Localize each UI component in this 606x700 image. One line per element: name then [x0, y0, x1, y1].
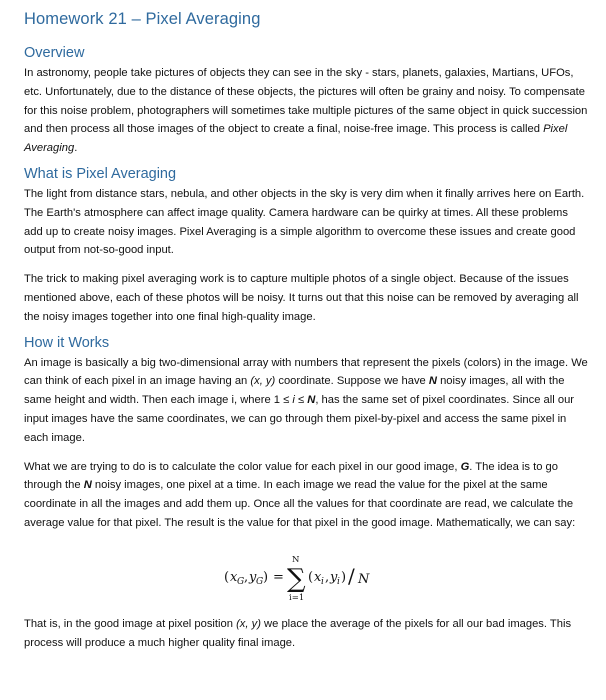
divisor-n: N	[358, 571, 370, 587]
term-close-paren: )	[341, 569, 347, 585]
averaging-formula	[24, 543, 588, 609]
text-run: noisy images, all with the same height and width. Then each image i, where 1 ≤	[24, 375, 565, 407]
what-is-paragraph-2: The trick to making pixel averaging work is to capture multiple photos of a single object. Because of the issues mentioned above, each of these photos will be noisy. It turns out that this noise can be removed by averaging all the noisy images together into one final high-quality image.	[24, 273, 579, 323]
term-x: x	[314, 569, 322, 585]
term-y: y	[330, 569, 338, 585]
lhs-x: x	[230, 569, 238, 585]
pixel-averaging-term: Pixel Averaging	[24, 123, 568, 155]
text-run: ≤	[294, 394, 308, 407]
term-open-paren: (	[308, 569, 314, 585]
text-run: . The idea is to go through the	[24, 460, 558, 492]
text-run: coordinate. Suppose we have	[275, 375, 429, 388]
text-run: we place the average of the pixels for all our bad images. This process will produce a much higher quality final image.	[24, 617, 572, 649]
coordinate-term: (x, y)	[250, 375, 276, 388]
lhs-y: y	[249, 569, 257, 585]
summation-sign: ∑	[287, 563, 306, 594]
overview-paragraph	[24, 64, 588, 158]
n-term: N	[428, 375, 437, 388]
lhs-close-paren: )	[263, 569, 269, 585]
lhs-x-sub: G	[237, 576, 245, 587]
n-term: N	[307, 394, 316, 407]
n-term: N	[83, 479, 92, 492]
how-it-works-section	[24, 335, 588, 653]
lhs-comma: ,	[244, 569, 249, 585]
text-run: An image is basically a big two-dimensional array with numbers that represent the pixels (colors) in the image. We can think of each pixel in an image having an	[24, 356, 588, 388]
how-it-works-paragraph-2	[24, 458, 588, 533]
lhs-y-sub: G	[256, 576, 264, 587]
sum-upper-limit: N	[292, 554, 300, 565]
sum-lower-limit: i=1	[289, 592, 305, 603]
how-it-works-heading: How it Works	[24, 334, 110, 351]
overview-section	[24, 45, 588, 158]
divide-slash: /	[348, 563, 355, 588]
how-it-works-paragraph-3	[24, 615, 588, 653]
text-run: That is, in the good image at pixel position	[24, 617, 237, 630]
what-is-paragraph-1: The light from distance stars, nebula, and other objects in the sky is very dim when it finally arrives here on Earth. The Earth's atmosphere can affect image quality. Camera hardware can be quirky at times. All these problems add up to create noisy images. Pixel Averaging is a simple algorithm to overcome these issues and create good output from not-so-good input.	[24, 187, 585, 257]
text-run: , has the same set of pixel coordinates. Since all our input images have the same coordinates, we can go through them pixel-by-pixel and access the same pixel in each image.	[24, 394, 575, 444]
g-term: G	[460, 460, 470, 473]
coordinate-term: (x, y)	[236, 617, 261, 630]
lhs-open-paren: (	[224, 569, 230, 585]
text-run: What we are trying to do is to calculate the color value for each pixel in our good image,	[24, 460, 461, 473]
how-it-works-paragraph-1	[24, 354, 588, 448]
term-y-sub: i	[337, 576, 340, 587]
term-comma: ,	[325, 569, 330, 585]
document-title: Homework 21 – Pixel Averaging	[24, 10, 261, 28]
what-is-section	[24, 166, 588, 327]
formula-graphic	[224, 543, 424, 609]
term-x-sub: i	[321, 576, 324, 587]
what-is-heading: What is Pixel Averaging	[24, 165, 177, 182]
text-run: noisy images, one pixel at a time. In each image we read the value for the pixel at the same coordinate in all the images and add them up. Once all the values for that coordinate are read, we calculate the average value for that pixel. The result is the value for that pixel in the good image. Mathematically, we can say:	[24, 479, 576, 529]
i-term: i	[292, 394, 295, 407]
overview-text: In astronomy, people take pictures of objects they can see in the sky - stars, planets, galaxies, Martians, UFOs, etc. Unfortunately, due to the distance of these objects, the pictures will often be grainy and noisy. To compensate for this noise problem, photographers will sometimes take multiple pictures of the same object in quick succession and then process all those images of the object to create a final, noise-free image. This process is called	[24, 67, 588, 136]
overview-period: .	[74, 142, 78, 155]
overview-heading: Overview	[24, 45, 85, 61]
equals-sign: =	[273, 569, 284, 585]
